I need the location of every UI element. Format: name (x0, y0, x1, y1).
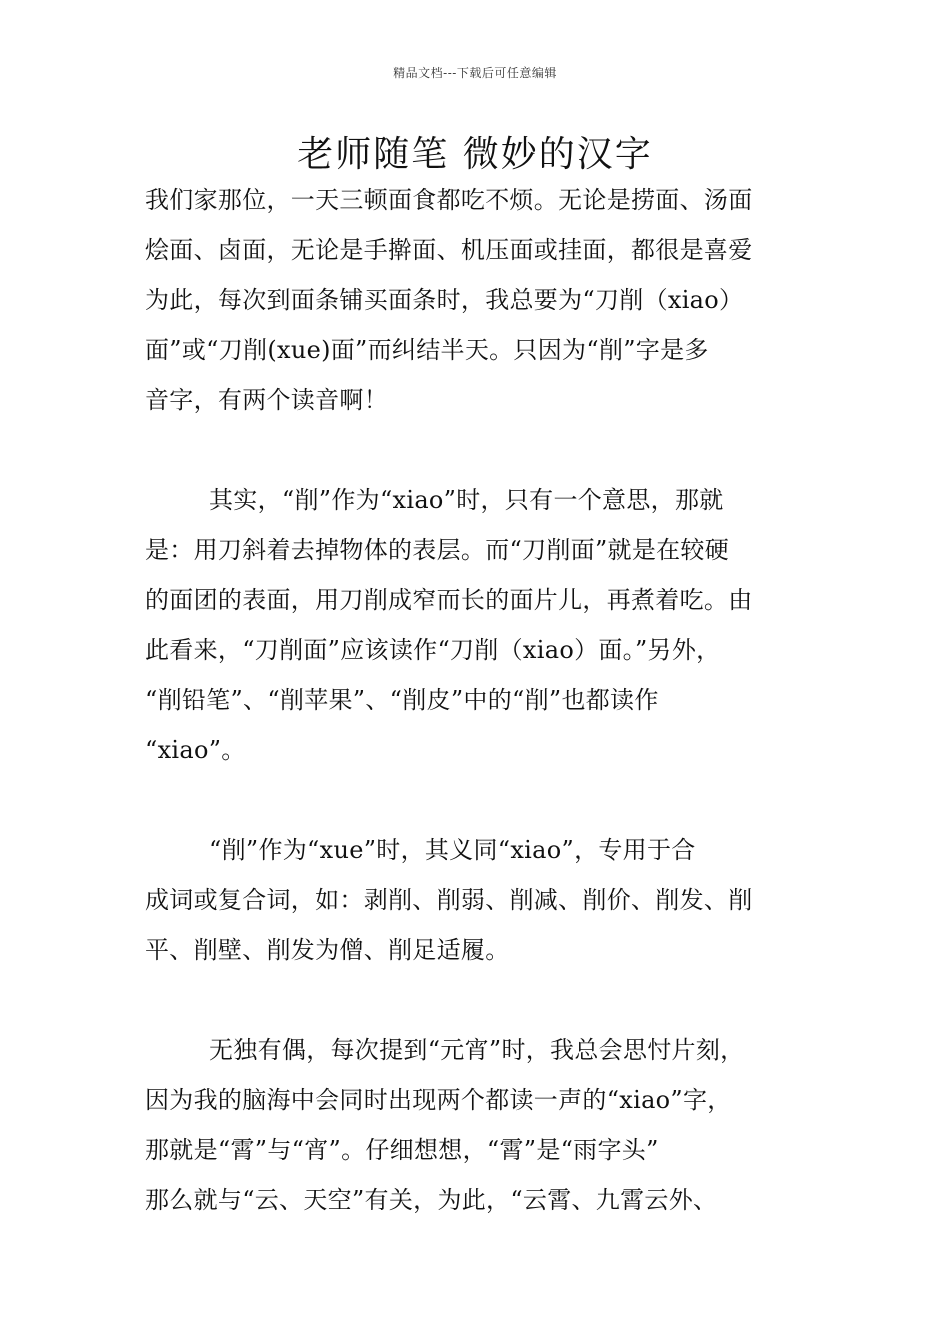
paragraph-line: 那就是“霄”与“宵”。仔细想想，“霄”是“雨字头” (145, 1136, 659, 1164)
paragraph-line: 成词或复合词，如：剥削、削弱、削减、削价、削发、削 (145, 886, 753, 914)
paragraph-line: “xiao”。 (145, 736, 246, 764)
page-header-note: 精品文档---下载后可任意编辑 (393, 66, 557, 80)
paragraph-line: 是：用刀斜着去掉物体的表层。而“刀削面”就是在较硬 (145, 536, 730, 564)
document-title: 老师随笔 微妙的汉字 (297, 134, 653, 175)
paragraph-line: 面”或“刀削(xue)面”而纠结半天。只因为“削”字是多 (145, 336, 709, 364)
paragraph-line: 因为我的脑海中会同时出现两个都读一声的“xiao”字， (145, 1086, 732, 1114)
paragraph-gap (145, 775, 835, 825)
paragraph-line: 的面团的表面，用刀削成窄而长的面片儿，再煮着吃。由 (145, 586, 753, 614)
paragraph-2 (145, 475, 835, 775)
paragraph-line: “削”作为“xue”时，其义同“xiao”，专用于合 (209, 836, 696, 864)
paragraph-line: 那么就与“云、天空”有关，为此，“云霄、九霄云外、 (145, 1186, 718, 1214)
paragraph-gap (145, 425, 835, 475)
paragraph-line: 音字，有两个读音啊！ (145, 386, 388, 414)
paragraph-gap (145, 975, 835, 1025)
paragraph-4 (145, 1025, 835, 1225)
document-body (145, 175, 835, 1225)
paragraph-line: 此看来，“刀削面”应该读作“刀削（xiao）面。”另外， (145, 636, 721, 664)
paragraph-1 (145, 175, 835, 425)
paragraph-line: 为此，每次到面条铺买面条时，我总要为“刀削（xiao） (145, 286, 744, 314)
paragraph-line: 其实，“削”作为“xiao”时，只有一个意思，那就 (209, 486, 724, 514)
paragraph-line: 我们家那位，一天三顿面食都吃不烦。无论是捞面、汤面 (145, 186, 753, 214)
paragraph-line: “削铅笔”、“削苹果”、“削皮”中的“削”也都读作 (145, 686, 659, 714)
paragraph-3 (145, 825, 835, 975)
paragraph-line: 烩面、卤面，无论是手擀面、机压面或挂面，都很是喜爱 (145, 236, 753, 264)
paragraph-line: 平、削壁、削发为僧、削足适履。 (145, 936, 510, 964)
paragraph-line: 无独有偶，每次提到“元宵”时，我总会思忖片刻， (209, 1036, 745, 1064)
